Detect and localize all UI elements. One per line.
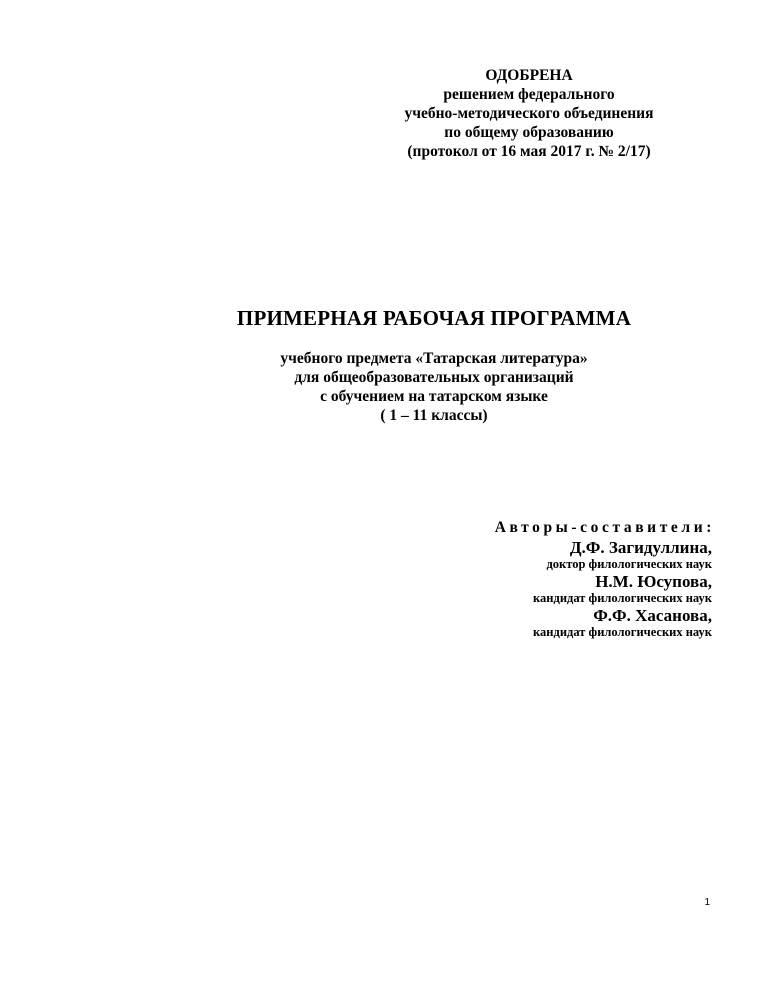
approval-stamp: [374, 66, 684, 161]
approval-line: учебно-методического объединения: [404, 105, 654, 122]
approval-line: ОДОБРЕНА: [485, 67, 573, 84]
approval-line: решением федерального: [443, 86, 615, 103]
approval-line: (протокол от 16 мая 2017 г. № 2/17): [407, 143, 651, 160]
author-name: Д.Ф. Загидуллина,: [569, 538, 712, 557]
subject-line: для общеобразовательных организаций: [294, 369, 574, 386]
author-degree: доктор филологических наук: [546, 557, 712, 571]
author-degree: кандидат филологических наук: [533, 625, 712, 639]
document-title: ПРИМЕРНАЯ РАБОЧАЯ ПРОГРАММА: [236, 306, 632, 330]
subject-description: [0, 349, 768, 425]
authors-heading: Авторы-составители:: [494, 519, 715, 536]
subject-line: учебного предмета «Татарская литература»: [280, 350, 588, 367]
author-name: Н.М. Юсупова,: [595, 572, 712, 591]
approval-line: по общему образованию: [444, 124, 614, 141]
subject-line: с обучением на татарском языке: [320, 388, 548, 405]
authors-block: [494, 518, 715, 640]
author-name: Ф.Ф. Хасанова,: [593, 606, 712, 625]
author-degree: кандидат филологических наук: [533, 591, 712, 605]
subject-line: ( 1 – 11 классы): [380, 407, 488, 424]
page-number: 1: [704, 897, 710, 908]
